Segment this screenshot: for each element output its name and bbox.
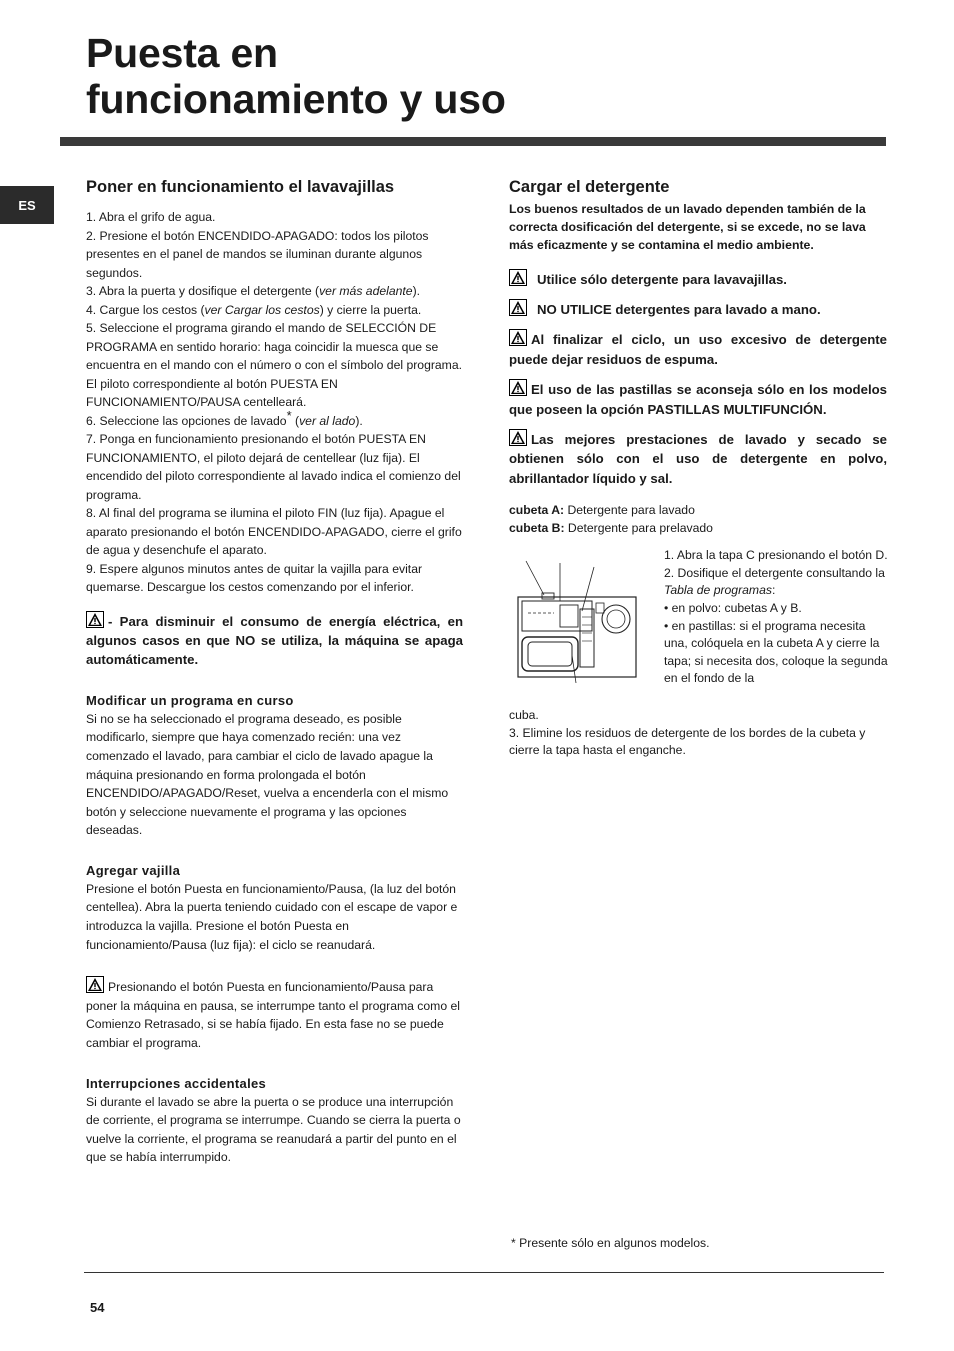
start-heading: Poner en funcionamiento el lavavajillas [86, 178, 395, 196]
left-column [86, 176, 463, 1167]
dispenser-step-3: 3. Elimine los residuos de detergente de los bordes de la cubeta y cierre la tapa hasta el enganche. [509, 725, 866, 758]
warning-icon [509, 299, 527, 316]
title-line-1: Puesta en [86, 30, 278, 76]
interrupt-text: Si durante el lavado se abre la puerta o se produce una interrupción de corriente, el programa se interrumpe. Cuando se cierra la puerta o vuelve la corriente, el programa se reanudará a partir del punto en el que se había interrumpido. [86, 1094, 461, 1165]
start-steps [86, 208, 463, 597]
dispenser-powder: • en polvo: cubetas A y B. [664, 601, 802, 616]
detergent-warning-5: Las mejores prestaciones de lavado y secado se obtienen sólo con el uso de detergente en polvo, abrillantador líquido y sal. [509, 429, 887, 488]
dispenser-tablets: • en pastillas: si el programa necesita una, colóquela en la cubeta A y cierre la tapa; si necesita dos, coloque la segunda en el fondo de la [664, 618, 888, 686]
detergent-heading: Cargar el detergente [509, 178, 670, 196]
step-1: 1. Abra el grifo de agua. [86, 210, 216, 224]
warning-icon [509, 429, 527, 446]
energy-warning: - Para disminuir el consumo de energía eléctrica, en algunos casos en que NO se utiliza, la máquina se apaga automáticamente. [86, 611, 463, 670]
warning-icon [509, 269, 527, 286]
dispenser-section [509, 547, 887, 707]
footer-divider [84, 1272, 884, 1273]
step-9: 9. Espere algunos minutos antes de quitar la vajilla para evitar quemarse. Descargue los cestos comenzando por el inferior. [86, 561, 423, 594]
warning-icon [86, 976, 104, 993]
add-text: Presione el botón Puesta en funcionamiento/Pausa, (la luz del botón centellea). Abra la puerta teniendo cuidado con el escape de vapor e introduzca la vajilla. Presione el botón Puesta en funcionamiento/Pausa (luz fija): el ciclo se reanudará. [86, 881, 458, 952]
detergent-dispenser-diagram [514, 553, 644, 693]
interrupt-heading: Interrupciones accidentales [86, 1075, 267, 1091]
step-3: 3. Abra la puerta y dosifique el detergente (ver más adelante). [86, 284, 421, 298]
detergent-warning-1: Utilice sólo detergente para lavavajillas. [509, 269, 887, 289]
language-tab: ES [0, 186, 54, 224]
dispenser-tablets-tail: cuba. [509, 708, 539, 723]
warning-icon [509, 329, 527, 346]
detergent-warning-3: Al finalizar el ciclo, un uso excesivo de detergente puede dejar residuos de espuma. [509, 329, 887, 369]
compartment-b: cubeta B: Detergente para prelavado [509, 520, 713, 535]
detergent-intro: Los buenos resultados de un lavado dependen también de la correcta dosificación del detergente, si se excede, no se lava más eficazmente y se contamina el medio ambiente. [509, 202, 866, 253]
add-heading: Agregar vajilla [86, 862, 181, 878]
dispenser-step-2: 2. Dosifique el detergente consultando la Tabla de programas: [664, 565, 885, 598]
warning-icon [509, 379, 527, 396]
dispenser-step-1: 1. Abra la tapa C presionando el botón D. [664, 548, 888, 563]
dispenser-instructions [664, 547, 889, 688]
warning-icon [86, 611, 104, 628]
right-column [509, 176, 887, 760]
modify-heading: Modificar un programa en curso [86, 692, 294, 708]
pause-warning: Presionando el botón Puesta en funcionamiento/Pausa para poner la máquina en pausa, se interrumpe tanto el programa como el Comienzo Retrasado, si se había fijado. En esta fase no se puede cambiar el programa. [86, 976, 463, 1052]
footnote: * Presente sólo en algunos modelos. [511, 1236, 710, 1250]
compartment-a: cubeta A: Detergente para lavado [509, 503, 695, 518]
step-4: 4. Cargue los cestos (ver Cargar los cestos) y cierre la puerta. [86, 302, 422, 317]
title-divider [60, 137, 886, 146]
step-7: 7. Ponga en funcionamiento presionando el botón PUESTA EN FUNCIONAMIENTO, el piloto dejará de centellear (luz fija). El encendido del piloto correspondiente al lavado indica el comienzo del programa. [86, 432, 461, 502]
page-number: 54 [90, 1300, 105, 1315]
step-6: 6. Seleccione las opciones de lavado* (ver al lado). [86, 407, 363, 428]
title-line-2: funcionamiento y uso [86, 76, 506, 122]
detergent-warning-2: NO UTILICE detergentes para lavado a mano. [509, 299, 887, 319]
detergent-warning-4: El uso de las pastillas se aconseja sólo en los modelos que poseen la opción PASTILLAS MULTIFUNCIÓN. [509, 379, 887, 419]
step-8: 8. Al final del programa se ilumina el piloto FIN (luz fija). Apague el aparato presionando el botón ENCENDIDO-APAGADO, cierre el grifo de agua y desenchufe el aparato. [86, 506, 462, 557]
page-title [86, 30, 786, 122]
step-2: 2. Presione el botón ENCENDIDO-APAGADO: todos los pilotos presentes en el panel de mandos se iluminan durante algunos segundos. [86, 228, 429, 280]
step-5: 5. Seleccione el programa girando el mando de SELECCIÓN DE PROGRAMA en sentido horario: haga coincidir la muesca que se encuentra en el mando con el número o con el símbolo del programa. El piloto correspondiente al botón PUESTA EN FUNCIONAMIENTO/PAUSA centelleará. [86, 321, 463, 409]
modify-text: Si no se ha seleccionado el programa deseado, es posible modificarlo, siempre que haya comenzado recién: una vez comenzado el lavado, para cambiar el ciclo de lavado apague la máquina presionando en forma prolongada el botón ENCENDIDO/APAGADO/Reset, vuelva a encenderla con el mismo botón y seleccione nuevamente el programa y las opciones deseadas. [86, 711, 449, 838]
compartment-legend [509, 502, 887, 537]
